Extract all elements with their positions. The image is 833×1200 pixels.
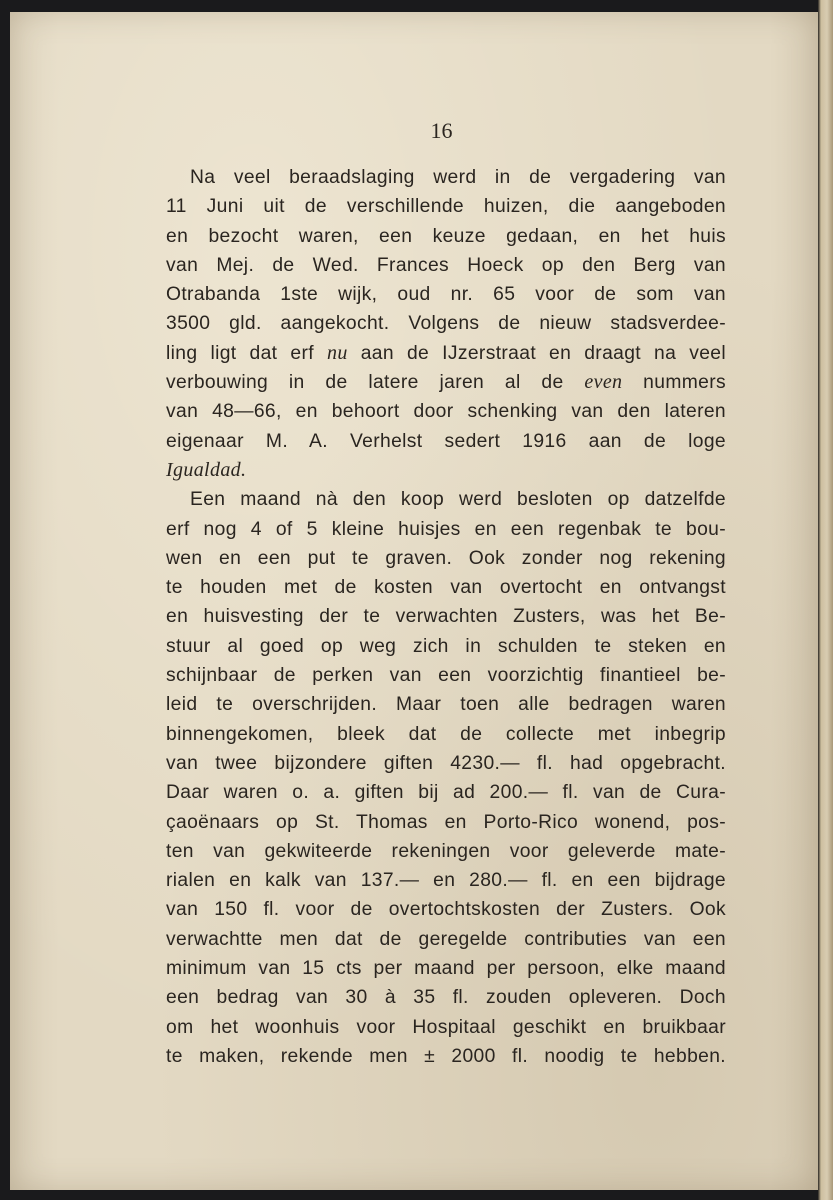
text-segment: rialen en kalk van 137.— en 280.— fl. en een bijdrage: [166, 870, 726, 892]
text-segment: eigenaar M. A. Verhelst sedert 1916 aan de loge: [166, 430, 726, 452]
text-segment: minimum van 15 cts per maand per persoon, elke maand: [166, 958, 726, 980]
text-line: [166, 925, 726, 954]
text-line: [166, 983, 726, 1012]
text-segment: verbouwing in de latere jaren al de: [166, 372, 585, 394]
text-line: [166, 749, 726, 778]
page-edge-shadow: [818, 0, 833, 1200]
text-line: [166, 1042, 726, 1071]
text-line: [166, 602, 726, 631]
text-segment: nummers: [622, 372, 726, 394]
text-segment: en bezocht waren, een keuze gedaan, en het huis: [166, 225, 726, 247]
text-segment: leid te overschrijden. Maar toen alle bedragen waren: [166, 694, 726, 716]
text-segment: te houden met de kosten van overtocht en ontvangst: [166, 577, 726, 599]
text-line: [166, 895, 726, 924]
text-line: [166, 544, 726, 573]
text-segment: een bedrag van 30 à 35 fl. zouden opleveren. Doch: [166, 987, 726, 1009]
text-segment: ling ligt dat erf: [166, 342, 327, 364]
text-segment: erf nog 4 of 5 kleine huisjes en een regenbak te bou-: [166, 518, 726, 540]
text-segment: van Mej. de Wed. Frances Hoeck op den Berg van: [166, 254, 726, 276]
text-line: [166, 661, 726, 690]
text-segment: en huisvesting der te verwachten Zusters, was het Be-: [166, 606, 726, 628]
text-line: [166, 485, 726, 514]
text-segment: wen en een put te graven. Ook zonder nog rekening: [166, 547, 726, 569]
text-line: [166, 954, 726, 983]
text-segment: Otrabanda 1ste wijk, oud nr. 65 voor de som van: [166, 284, 726, 306]
text-segment: schijnbaar de perken van een voorzichtig finantieel be-: [166, 665, 726, 687]
text-line: [166, 222, 726, 251]
text-line: [166, 368, 726, 397]
text-line: [166, 573, 726, 602]
text-segment: stuur al goed op weg zich in schulden te steken en: [166, 635, 726, 657]
text-segment: verwachtte men dat de geregelde contributies van een: [166, 928, 726, 950]
page-number: 16: [430, 118, 453, 143]
text-line: [166, 632, 726, 661]
body-text: [166, 163, 726, 1071]
text-line: [166, 163, 726, 192]
text-segment: om het woonhuis voor Hospitaal geschikt en bruikbaar: [166, 1016, 726, 1038]
text-segment: Een maand nà den koop werd besloten op datzelfde: [190, 489, 726, 511]
text-line: [166, 808, 726, 837]
text-line: [166, 251, 726, 280]
text-line: [166, 280, 726, 309]
text-line: [166, 690, 726, 719]
text-segment: aan de IJzerstraat en draagt na veel: [347, 342, 726, 364]
text-line: [166, 397, 726, 426]
text-line: [166, 309, 726, 338]
text-line: [166, 427, 726, 456]
italic-text: even: [584, 371, 623, 394]
text-segment: Daar waren o. a. giften bij ad 200.— fl. van de Cura-: [166, 782, 726, 804]
text-line: [166, 837, 726, 866]
text-segment: 3500 gld. aangekocht. Volgens de nieuw stadsverdee-: [166, 313, 726, 335]
text-segment: binnengekomen, bleek dat de collecte met inbegrip: [166, 723, 726, 745]
text-line: [166, 1013, 726, 1042]
text-segment: ten van gekwiteerde rekeningen voor geleverde mate-: [166, 840, 726, 862]
text-line: [166, 866, 726, 895]
text-line: [166, 720, 726, 749]
text-line: [166, 515, 726, 544]
text-segment: van 48—66, en behoort door schenking van den lateren: [166, 401, 726, 423]
text-segment: 11 Juni uit de verschillende huizen, die aangeboden: [166, 196, 726, 218]
text-segment: çaoënaars op St. Thomas en Porto-Rico wonend, pos-: [166, 811, 726, 833]
text-segment: van 150 fl. voor de overtochtskosten der Zusters. Ook: [166, 899, 726, 921]
text-line: [166, 339, 726, 368]
text-line: [166, 456, 726, 485]
text-line: [166, 778, 726, 807]
text-line: [166, 192, 726, 221]
text-segment: Na veel beraadslaging werd in de vergadering van: [190, 167, 726, 188]
text-segment: te maken, rekende men ± 2000 fl. noodig te hebben.: [166, 1045, 726, 1067]
text-segment: van twee bijzondere giften 4230.— fl. had opgebracht.: [166, 752, 726, 774]
italic-text: Igualdad.: [166, 458, 247, 481]
italic-text: nu: [327, 341, 348, 364]
